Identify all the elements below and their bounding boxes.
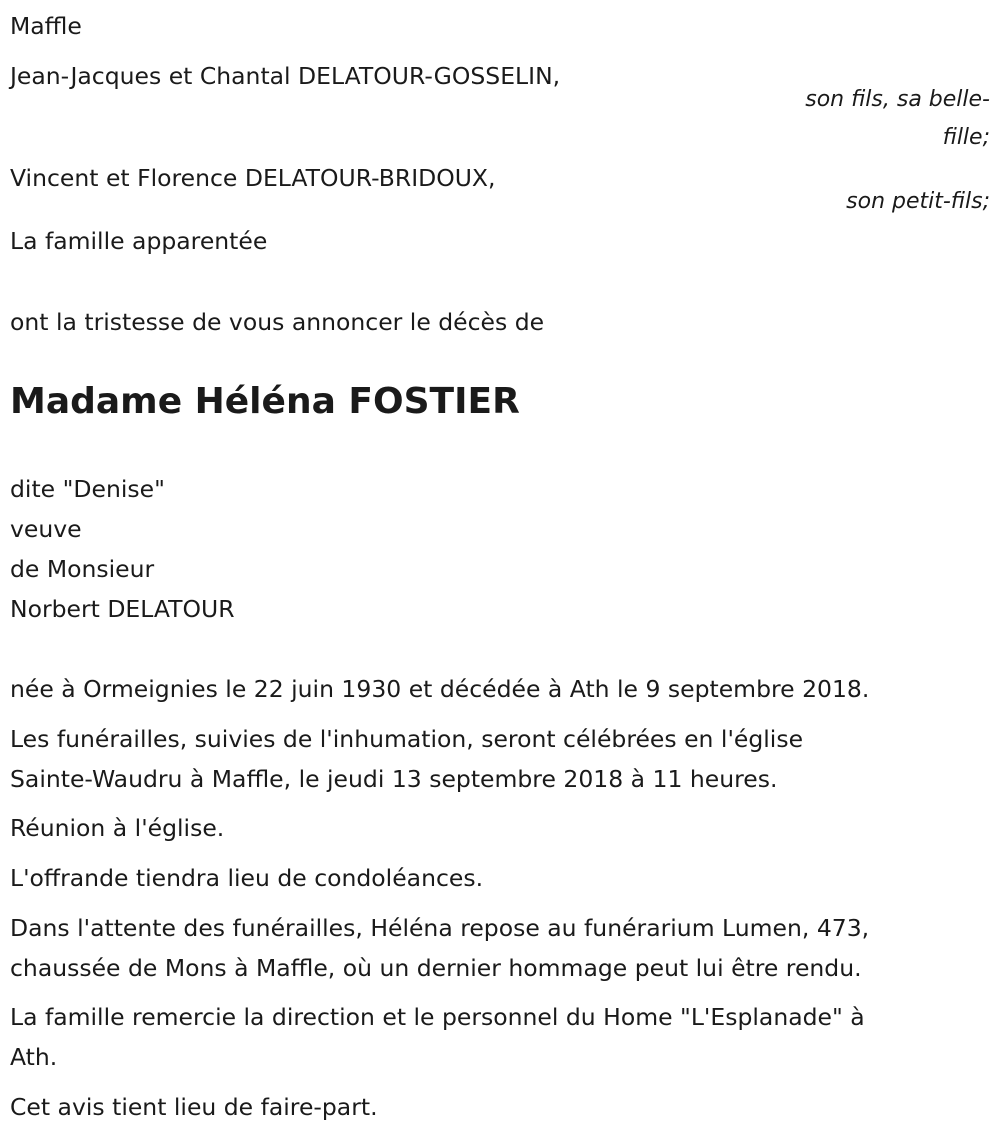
- deceased-status-line1: veuve: [10, 515, 82, 543]
- funeral-info-line1: Les funérailles, suivies de l'inhumation, seront célébrées en l'église: [10, 725, 804, 753]
- wake-info-line1: Dans l'attente des funérailles, Héléna repose au funérarium Lumen, 473,: [10, 914, 870, 942]
- offering-info: L'offrande tiendra lieu de condoléances.: [10, 864, 484, 892]
- deceased-spouse: Norbert DELATOUR: [10, 595, 235, 623]
- thanks-line2: Ath.: [10, 1043, 58, 1071]
- thanks-line1: La famille remercie la direction et le personnel du Home "L'Esplanade" à: [10, 1003, 865, 1031]
- meeting-info: Réunion à l'église.: [10, 814, 225, 842]
- family-role-son-line1: son fils, sa belle-: [805, 87, 990, 112]
- notice-text: Cet avis tient lieu de faire-part.: [10, 1093, 378, 1121]
- family-member-son: Jean-Jacques et Chantal DELATOUR-GOSSELIN,: [10, 62, 561, 90]
- family-role-grandson: son petit-fils;: [846, 189, 990, 214]
- birth-death-dates: née à Ormeignies le 22 juin 1930 et décédée à Ath le 9 septembre 2018.: [10, 675, 870, 703]
- deceased-status-line2: de Monsieur: [10, 555, 155, 583]
- deceased-name: Madame Héléna FOSTIER: [10, 381, 520, 422]
- family-member-relatives: La famille apparentée: [10, 227, 268, 255]
- announcement-text: ont la tristesse de vous annoncer le décès de: [10, 308, 545, 336]
- funeral-info-line2: Sainte-Waudru à Maffle, le jeudi 13 septembre 2018 à 11 heures.: [10, 765, 778, 793]
- wake-info-line2: chaussée de Mons à Maffle, où un dernier hommage peut lui être rendu.: [10, 954, 862, 982]
- family-member-grandson: Vincent et Florence DELATOUR-BRIDOUX,: [10, 164, 496, 192]
- family-role-son-line2: fille;: [942, 125, 990, 150]
- deceased-nickname: dite "Denise": [10, 475, 165, 503]
- place-name: Maffle: [10, 12, 82, 40]
